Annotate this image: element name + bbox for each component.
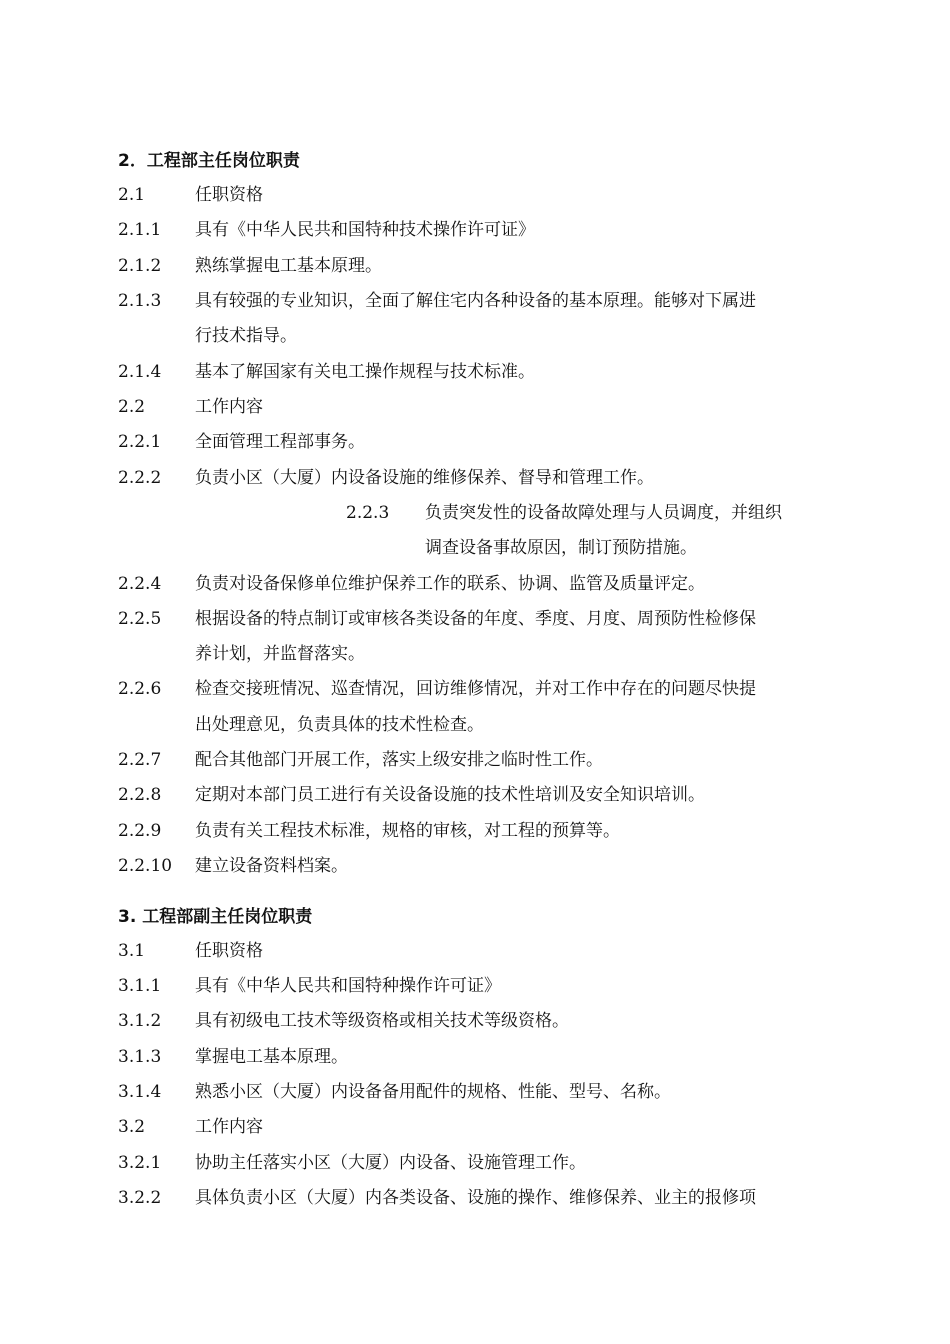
item-text: 检查交接班情况、巡查情况，回访维修情况，并对工作中存在的问题尽快提 (195, 679, 756, 699)
item-text: 工作内容 (195, 1117, 263, 1137)
item-text: 调查设备事故原因，制订预防措施。 (425, 538, 697, 558)
item-number: 3.1.3 (118, 1047, 162, 1067)
item-number: 3.1.4 (118, 1082, 162, 1102)
item-text: 具有较强的专业知识，全面了解住宅内各种设备的基本原理。能够对下属进 (195, 291, 756, 311)
item-number: 3.1 (118, 941, 146, 961)
item-number: 2.2 (118, 397, 146, 417)
item-number: 2.2.4 (118, 574, 162, 594)
item-number: 3.2 (118, 1117, 146, 1137)
item-text: 具有《中华人民共和国特种技术操作许可证》 (195, 220, 535, 240)
item-number: 2.2.5 (118, 609, 162, 629)
item-text: 定期对本部门员工进行有关设备设施的技术性培训及安全知识培训。 (195, 785, 705, 805)
item-text: 负责小区（大厦）内设备设施的维修保养、督导和管理工作。 (195, 468, 654, 488)
item-text: 掌握电工基本原理。 (195, 1047, 348, 1067)
item-number: 2.1.1 (118, 220, 162, 240)
item-text: 熟练掌握电工基本原理。 (195, 256, 382, 276)
item-number: 3.2.2 (118, 1188, 162, 1208)
item-text: 配合其他部门开展工作，落实上级安排之临时性工作。 (195, 750, 603, 770)
item-text: 具有初级电工技术等级资格或相关技术等级资格。 (195, 1011, 569, 1031)
item-number: 2.2.8 (118, 785, 162, 805)
item-text: 基本了解国家有关电工操作规程与技术标准。 (195, 362, 535, 382)
item-text: 负责有关工程技术标准，规格的审核，对工程的预算等。 (195, 821, 620, 841)
item-text: 建立设备资料档案。 (195, 856, 348, 876)
item-number: 2.2.1 (118, 432, 162, 452)
item-number: 3.1.2 (118, 1011, 162, 1031)
item-text: 养计划，并监督落实。 (195, 644, 365, 664)
item-number: 2.2.9 (118, 821, 162, 841)
item-text: 负责突发性的设备故障处理与人员调度，并组织 (425, 503, 782, 523)
item-number: 2.1.4 (118, 362, 162, 382)
item-number: 2.2.10 (118, 856, 173, 876)
item-number: 2.1 (118, 185, 146, 205)
item-text: 全面管理工程部事务。 (195, 432, 365, 452)
item-number: 2.2.2 (118, 468, 162, 488)
section-heading: 3. 工程部副主任岗位职责 (118, 907, 313, 927)
item-text: 出处理意见，负责具体的技术性检查。 (195, 715, 484, 735)
item-text: 熟悉小区（大厦）内设备备用配件的规格、性能、型号、名称。 (195, 1082, 671, 1102)
item-text: 具有《中华人民共和国特种操作许可证》 (195, 976, 501, 996)
item-number: 2.2.3 (346, 503, 390, 523)
item-number: 2.1.3 (118, 291, 162, 311)
item-text: 协助主任落实小区（大厦）内设备、设施管理工作。 (195, 1153, 586, 1173)
item-text: 根据设备的特点制订或审核各类设备的年度、季度、月度、周预防性检修保 (195, 609, 756, 629)
item-text: 行技术指导。 (195, 326, 297, 346)
item-text: 任职资格 (195, 941, 263, 961)
item-number: 3.2.1 (118, 1153, 162, 1173)
item-text: 任职资格 (195, 185, 263, 205)
item-number: 3.1.1 (118, 976, 162, 996)
section-heading: 2．工程部主任岗位职责 (118, 151, 300, 171)
item-text: 工作内容 (195, 397, 263, 417)
item-text: 负责对设备保修单位维护保养工作的联系、协调、监管及质量评定。 (195, 574, 705, 594)
item-number: 2.2.6 (118, 679, 162, 699)
item-text: 具体负责小区（大厦）内各类设备、设施的操作、维修保养、业主的报修项 (195, 1188, 756, 1208)
item-number: 2.1.2 (118, 256, 162, 276)
item-number: 2.2.7 (118, 750, 162, 770)
